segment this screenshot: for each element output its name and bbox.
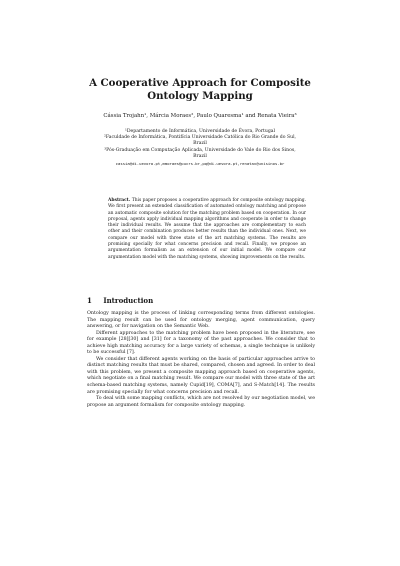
title-line-2: Ontology Mapping <box>147 90 253 102</box>
affiliation-1: ¹Departamento de Informática, Universidade de Évora, Portugal <box>125 129 275 134</box>
section-heading <box>87 296 153 305</box>
affiliations <box>100 129 300 167</box>
author-emails: cassia@di.uevora.pt,mmoraes@pucrs.br,pq@di.uevora.pt,renatav@unisinos.br <box>115 161 285 167</box>
section-body <box>87 311 315 409</box>
section-title: Introduction <box>103 296 154 305</box>
affiliation-2: ²Faculdade de Informática, Pontifícia Universidade Católica do Rio Grande do Sul, Brazil <box>103 135 297 147</box>
paragraph-2: Different approaches to the matching problem have been proposed in the literature, see for example [28][30] and [31] for a taxonomy of the past approaches. We consider that to achieve high matching accuracy for a large variety of schemas, a single technique is unlikely to be successful [7]. <box>87 330 315 356</box>
paragraph-1: Ontology mapping is the process of linking corresponding terms from different ontologies. The mapping result can be used for ontology merging, agent communication, query answering, or for navigation on the Semantic Web. <box>87 311 315 330</box>
paragraph-4: To deal with some mapping conflicts, which are not resolved by our negotiation model, we propose an argument formalism for composite ontology mapping. <box>87 396 315 408</box>
section-number: 1 <box>87 296 92 305</box>
paragraph-3: We consider that different agents working on the basis of particular approaches arrive to distinct matching results that must be shared, compared, chosen and agreed. In order to deal with this problem, we present a composite mapping approach based on cooperative agents, which negotiate on a final matching result. We compare our model with three state of the art schema-based matching systems, namely Cupid[19], COMA[7], and S-Match[14]. The results are promising specially for what concerns precision and recall. <box>87 356 315 395</box>
affiliation-3: ³Pós-Graduação em Computação Aplicada, Universidade do Vale do Rio dos Sinos, Brazil <box>104 147 296 159</box>
abstract-text: This paper proposes a cooperative approach for composite ontology mapping. We first present an extended classification of automated ontology matching and propose an automatic composite solution for the matching problem based on cooperation. In our proposal, agents apply individual mapping algorithms and cooperate in order to change their individual results. We assume that the approaches are complementary to each other and their combination produces better results than the individual ones. Next, we compare our model with three state of the art matching systems. The results are promising specially for what concerns precision and recall. Finally, we propose an argumentation formalism as an extension of our initial model. We compare our argumentation model with the matching systems, showing improvements on the results. <box>108 198 306 260</box>
author-list: Cássia Trojahn¹, Márcia Moraes², Paulo Quaresma¹ and Renata Vieira³ <box>103 113 297 119</box>
paper-title <box>60 77 340 103</box>
title-line-1: A Cooperative Approach for Composite <box>89 77 311 89</box>
abstract <box>108 198 306 261</box>
abstract-label: Abstract. <box>108 198 131 203</box>
